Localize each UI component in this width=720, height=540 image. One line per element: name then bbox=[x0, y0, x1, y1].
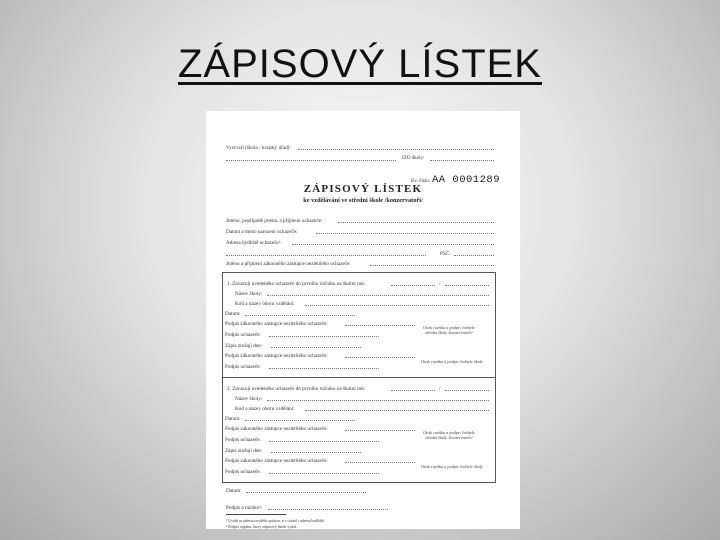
section-1-applicant-sign2-label: Podpis uchazeče: bbox=[225, 364, 261, 370]
section-1-guardian-sign-label: Podpis zákonného zástupce nezletilého uchazeče: bbox=[225, 321, 328, 327]
footnote-2: ² Podpis orgánu, který zápisový lístek vydal. bbox=[226, 524, 298, 529]
section-1-box: 1. Zavazuji uvedeného uchazeče do prvního ročníku na školní rok: / Název školy: Kód a název oboru vzdělání: Datum: Podpis zákonného zástupce nezletilého uchazeče: Podpis uchazeče: Otisk razítka a podpis ředitele střední školy /konzervatoře/ Zápis zrušuji dne: Podpis zákonného zástupce nezletilého uchazeče: Otisk razítka a podpis ředitele školy Podpis uchazeče: bbox=[222, 272, 496, 378]
section-1-heading: 1. Zavazuji uvedeného uchazeče do prvního ročníku na školní rok: bbox=[227, 281, 366, 287]
document-image bbox=[206, 111, 520, 529]
section-2-box: 2. Zavazuji uvedeného uchazeče do prvního ročníku na školní rok: / Název školy: Kód a název oboru vzdělání: Datum: Podpis zákonného zástupce nezletilého uchazeče: Podpis uchazeče: Otisk razítka a podpis ředitele střední školy /konzervatoře/ Zápis zrušuji dne: Podpis zákonného zástupce nezletilého uchazeče: Otisk razítka a podpis ředitele školy Podpis uchazeče: bbox=[222, 377, 496, 483]
section-1-date-label: Datum: bbox=[225, 311, 241, 317]
section-2-date-label: Datum: bbox=[225, 416, 241, 422]
section-2-applicant-sign2-label: Podpis uchazeče: bbox=[225, 469, 261, 475]
psc-label: PSČ: bbox=[440, 251, 451, 257]
applicant-name-label: Jméno, popřípadě jména, a příjmení uchazeče: bbox=[226, 218, 323, 224]
document-title: ZÁPISOVÝ LÍSTEK bbox=[303, 183, 423, 195]
guardian-name-label: Jméno a příjmení zákonného zástupce nezletilého uchazeče: bbox=[226, 261, 351, 267]
footer-signature-label: Podpis a razítko²: bbox=[226, 505, 263, 511]
section-2-field-label: Kód a název oboru vzdělání: bbox=[235, 406, 295, 412]
section-2-school-label: Název školy: bbox=[235, 396, 263, 402]
section-2-stamp-top: Otisk razítka a podpis ředitele střední školy /konzervatoře/ bbox=[423, 430, 476, 440]
serial-number: AA 0001289 bbox=[432, 174, 501, 186]
section-1-stamp-top: Otisk razítka a podpis ředitele střední školy /konzervatoře/ bbox=[423, 325, 476, 335]
section-1-applicant-sign-label: Podpis uchazeče: bbox=[225, 332, 261, 338]
footer-date-label: Datum: bbox=[226, 488, 242, 494]
serial-label: Ev. číslo: bbox=[411, 178, 431, 184]
header-issuer-label: Vyscvzil (škola / krajský úřad): bbox=[226, 145, 291, 151]
section-2-cancel-label: Zápis zrušuji dne: bbox=[225, 448, 263, 454]
header-izo-label: IZO školy: bbox=[402, 155, 425, 161]
section-1-cancel-label: Zápis zrušuji dne: bbox=[225, 343, 263, 349]
section-1-school-label: Název školy: bbox=[235, 291, 263, 297]
section-2-heading: 2. Zavazuji uvedeného uchazeče do prvního ročníku na školní rok: bbox=[227, 386, 366, 392]
applicant-address-label: Adresa bydliště uchazeče¹: bbox=[226, 240, 282, 246]
section-2-guardian-sign-label: Podpis zákonného zástupce nezletilého uchazeče: bbox=[225, 426, 328, 432]
section-2-stamp-bottom: Otisk razítka a podpis ředitele školy bbox=[421, 464, 483, 469]
applicant-birth-label: Datum a místo narození uchazeče: bbox=[226, 229, 298, 235]
section-2-guardian-sign2-label: Podpis zákonného zástupce nezletilého uchazeče: bbox=[225, 458, 328, 464]
footnote-1: ¹ Uvádí se adresa trvalého pobytu, a v cizině i adresa bydliště. bbox=[226, 518, 326, 523]
section-1-field-label: Kód a název oboru vzdělání: bbox=[235, 301, 295, 307]
section-2-applicant-sign-label: Podpis uchazeče: bbox=[225, 437, 261, 443]
slide-title: ZÁPISOVÝ LÍSTEK bbox=[177, 42, 542, 86]
document-subtitle: ke vzdělávání ve střední škole /konzervatoři/ bbox=[303, 197, 423, 204]
section-1-stamp-bottom: Otisk razítka a podpis ředitele školy bbox=[421, 359, 483, 364]
section-1-guardian-sign2-label: Podpis zákonného zástupce nezletilého uchazeče: bbox=[225, 353, 328, 359]
